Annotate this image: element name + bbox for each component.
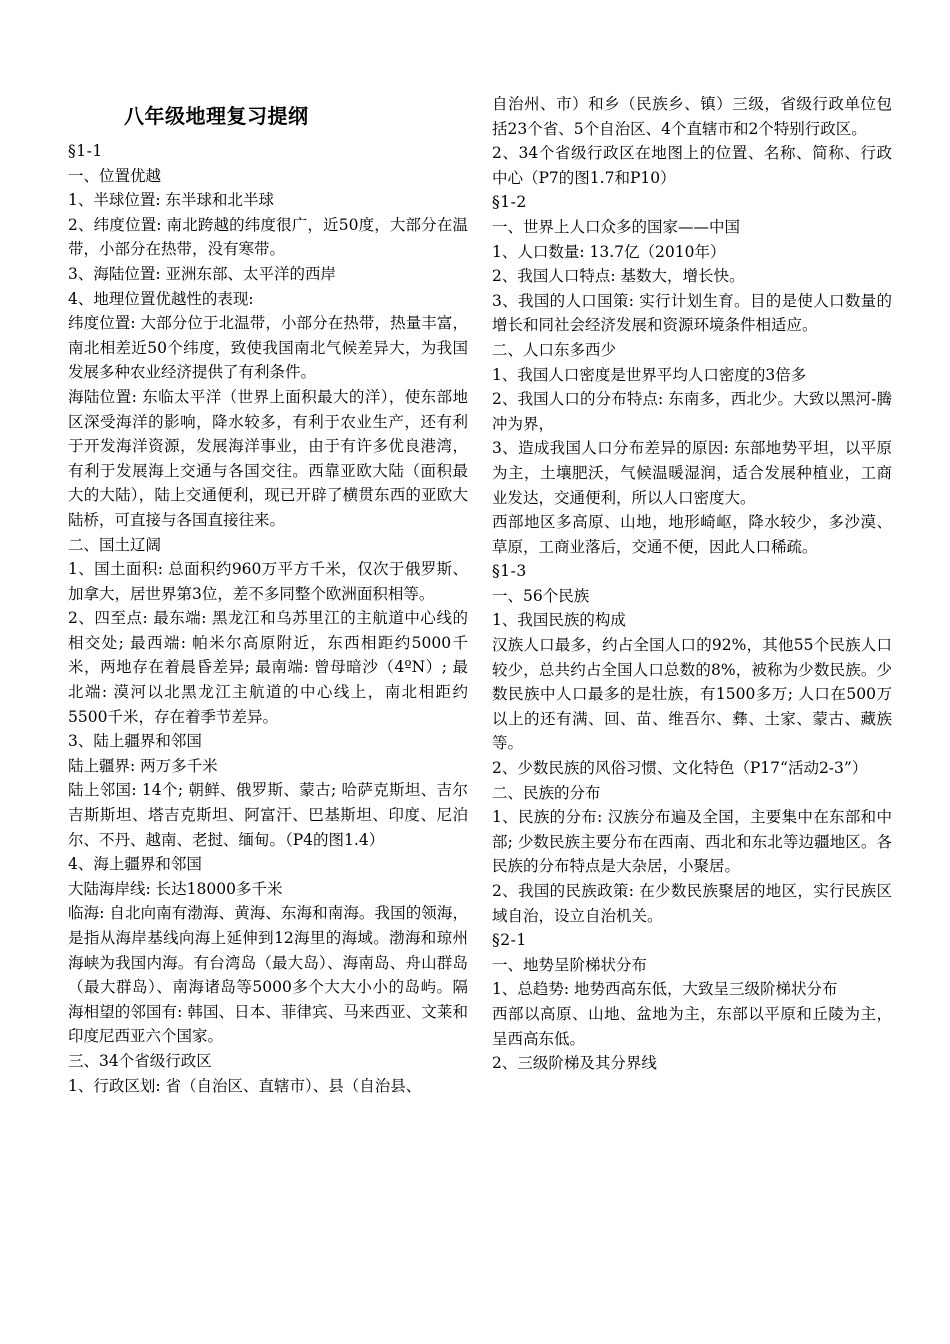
paragraph: 2、34个省级行政区在地图上的位置、名称、简称、行政中心（P7的图1.7和P10） (492, 144, 892, 187)
paragraph: 一、56个民族 (492, 586, 590, 605)
paragraph: 1、人口数量: 13.7亿（2010年） (492, 242, 726, 261)
paragraph: 1、我国人口密度是世界平均人口密度的3倍多 (492, 365, 807, 384)
section-number: §2-1 (492, 931, 527, 950)
paragraph: 1、行政区划: 省（自治区、直辖市）、县（自治县、 (68, 1076, 422, 1095)
paragraph: 陆上疆界: 两万多千米 (68, 756, 218, 775)
paragraph: 纬度位置: 大部分位于北温带，小部分在热带，热量丰富，南北相差近50个纬度，致使我国南北气候差异大，为我国发展多种农业经济提供了有利条件。 (68, 314, 468, 382)
paragraph: 陆上邻国: 14个; 朝鲜、俄罗斯、蒙古; 哈萨克斯坦、吉尔吉斯斯坦、塔吉克斯坦、阿富汗、巴基斯坦、印度、尼泊尔、不丹、越南、老挝、缅甸。（P4的图1.4） (68, 781, 468, 849)
paragraph: 大陆海岸线: 长达18000多千米 (68, 879, 283, 898)
paragraph: 1、半球位置: 东半球和北半球 (68, 191, 275, 210)
right-column (492, 92, 892, 1076)
paragraph: 一、地势呈阶梯状分布 (492, 955, 648, 974)
paragraph: 西部地区多高原、山地，地形崎岖，降水较少，多沙漠、草原，工商业落后，交通不便，因此人口稀疏。 (492, 513, 892, 556)
paragraph: 1、国土面积: 总面积约960万平方千米，仅次于俄罗斯、加拿大，居世界第3位，差不多同整个欧洲面积相等。 (68, 560, 468, 603)
paragraph: 1、民族的分布: 汉族分布遍及全国，主要集中在东部和中部; 少数民族主要分布在西南、西北和东北等边疆地区。各民族的分布特点是大杂居，小聚居。 (492, 808, 892, 876)
paragraph: 二、人口东多西少 (492, 340, 617, 359)
paragraph: 3、造成我国人口分布差异的原因: 东部地势平坦，以平原为主，土壤肥沃，气候温暖湿润，适合发展种植业，工商业发达，交通便利，所以人口密度大。 (492, 439, 892, 507)
paragraph: 一、世界上人口众多的国家——中国 (492, 217, 741, 236)
paragraph: 2、三级阶梯及其分界线 (492, 1054, 657, 1073)
paragraph: 4、海上疆界和邻国 (68, 855, 202, 874)
paragraph: 1、总趋势: 地势西高东低，大致呈三级阶梯状分布 (492, 980, 838, 999)
paragraph: 西部以高原、山地、盆地为主，东部以平原和丘陵为主，呈西高东低。 (492, 1004, 892, 1048)
paragraph: 1、我国民族的构成 (492, 611, 626, 630)
document-title: 八年级地理复习提纲 (124, 104, 309, 128)
paragraph: 2、我国人口特点: 基数大，增长快。 (492, 267, 745, 286)
paragraph: 汉族人口最多，约占全国人口的92%，其他55个民族人口较少，总共约占全国人口总数的8%，被称为少数民族。少数民族中人口最多的是壮族，有1500多万; 人口在500万以上的还有满、回、苗、维吾尔、彝、土家、蒙古、藏族等。 (492, 636, 892, 753)
paragraph: 自治州、市）和乡（民族乡、镇）三级，省级行政单位包括23个省、5个自治区、4个直辖市和2个特别行政区。 (492, 95, 892, 138)
paragraph: 3、海陆位置: 亚洲东部、太平洋的西岸 (68, 264, 337, 283)
paragraph: 海陆位置: 东临太平洋（世界上面积最大的洋），使东部地区深受海洋的影响，降水较多，有利于农业生产，还有利于开发海洋资源，发展海洋事业，由于有许多优良港湾，有利于发展海上交通与各国交往。西靠亚欧大陆（面积最大的大陆），陆上交通便利，现已开辟了横贯东西的亚欧大陆桥，可直接与各国直接往来。 (68, 387, 468, 529)
section-number: §1-3 (492, 562, 527, 581)
paragraph: 3、我国的人口国策: 实行计划生育。目的是使人口数量的增长和同社会经济发展和资源环境条件相适应。 (492, 291, 892, 335)
paragraph: 3、陆上疆界和邻国 (68, 732, 202, 751)
paragraph: 一、位置优越 (68, 166, 162, 185)
paragraph: 4、地理位置优越性的表现: (68, 289, 254, 308)
paragraph: 2、纬度位置: 南北跨越的纬度很广，近50度，大部分在温带，小部分在热带，没有寒带。 (68, 215, 468, 259)
paragraph: 临海: 自北向南有渤海、黄海、东海和南海。我国的领海，是指从海岸基线向海上延伸到12海里的海域。渤海和琼州海峡为我国内海。有台湾岛（最大岛）、海南岛、舟山群岛（最大群岛）、南海诸岛等5000多个大大小小的岛屿。隔海相望的邻国有: 韩国、日本、菲律宾、马来西亚、文莱和印度尼西亚六个国家。 (68, 904, 468, 1046)
paragraph: 二、民族的分布 (492, 783, 601, 802)
paragraph: 2、少数民族的风俗习惯、文化特色（P17“活动2-3”） (492, 759, 868, 778)
paragraph: 2、我国人口的分布特点: 东南多，西北少。大致以黑河-腾冲为界， (492, 390, 892, 433)
paragraph: 二、国土辽阔 (68, 535, 162, 554)
section-number: §1-2 (492, 193, 527, 212)
paragraph: 2、四至点: 最东端: 黑龙江和乌苏里江的主航道中心线的相交处; 最西端: 帕米尔高原附近，东西相距约5000千米，两地存在着晨昏差异; 最南端: 曾母暗沙（4ºN）; 最北端: 漠河以北黑龙江主航道的中心线上，南北相距约5500千米，存在着季节差异。 (68, 609, 468, 726)
section-number: §1-1 (68, 142, 103, 160)
paragraph: 2、我国的民族政策: 在少数民族聚居的地区，实行民族区域自治，设立自治机关。 (492, 882, 892, 925)
paragraph: 三、34个省级行政区 (68, 1051, 212, 1070)
left-column (68, 92, 468, 1098)
